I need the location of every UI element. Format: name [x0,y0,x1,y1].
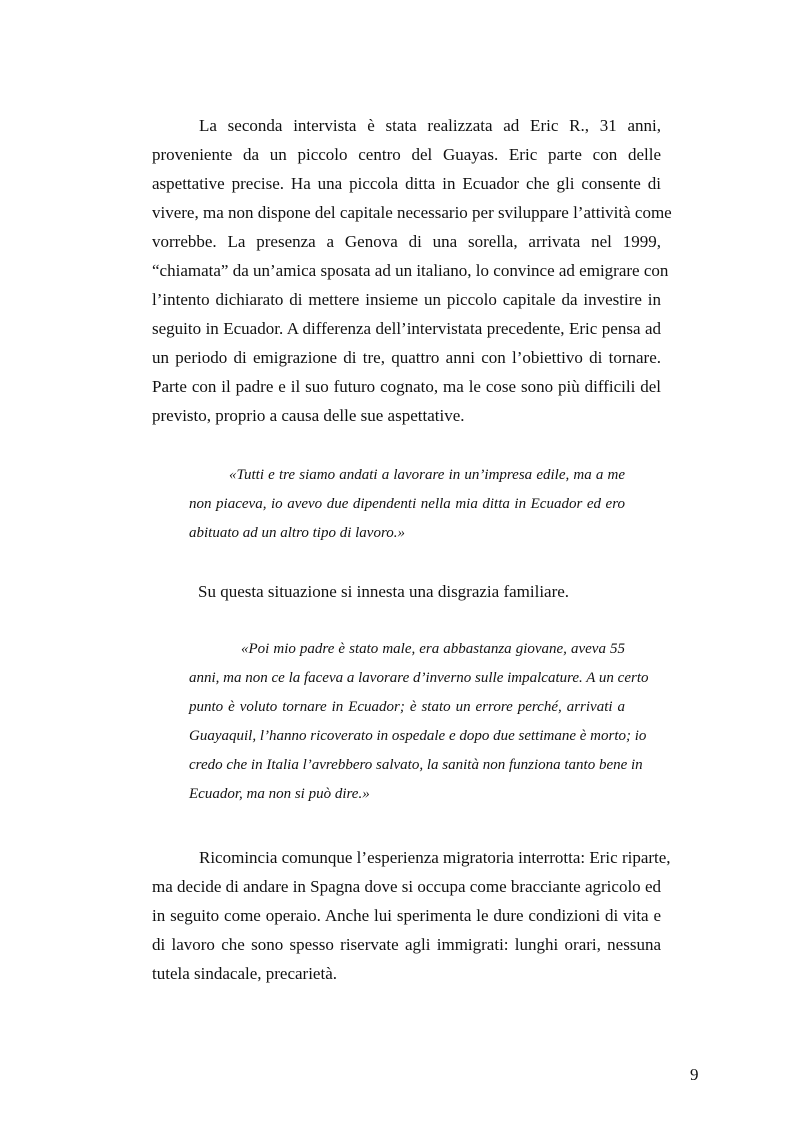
text-line: Parte con il padre e il suo futuro cognato, ma le cose sono più difficili del [152,377,661,396]
text-line: vivere, ma non dispone del capitale necessario per sviluppare l’attività come [152,203,672,222]
text-line: l’intento dichiarato di mettere insieme un piccolo capitale da investire in [152,290,661,309]
quote-line: Ecuador, ma non si può dire.» [189,786,370,802]
transition-sentence: Su questa situazione si innesta una disgrazia familiare. [198,582,570,601]
quote-line: «Tutti e tre siamo andati a lavorare in un’impresa edile, ma a me [229,467,625,483]
text-line: di lavoro che sono spesso riservate agli immigrati: lunghi orari, nessuna [152,935,661,954]
quote-line: abituato ad un altro tipo di lavoro.» [189,525,405,541]
text-line: un periodo di emigrazione di tre, quattro anni con l’obiettivo di tornare. [152,348,661,367]
blockquote-father-illness [189,635,649,809]
quote-line: «Poi mio padre è stato male, era abbastanza giovane, aveva 55 [241,641,625,657]
text-line: previsto, proprio a causa delle sue aspettative. [152,406,465,425]
blockquote-work-experience [189,461,625,548]
paragraph-spain-migration [152,843,671,988]
text-line: vorrebbe. La presenza a Genova di una sorella, arrivata nel 1999, [152,232,661,251]
paragraph-interview-intro [152,111,672,430]
page-number: 9 [690,1065,699,1084]
quote-line: punto è voluto tornare in Ecuador; è stato un errore perché, arrivati a [189,699,625,715]
text-line: “chiamata” da un’amica sposata ad un italiano, lo convince ad emigrare con [152,261,669,280]
quote-line: non piaceva, io avevo due dipendenti nella mia ditta in Ecuador ed ero [189,496,625,512]
quote-line: credo che in Italia l’avrebbero salvato, la sanità non funziona tanto bene in [189,757,643,773]
text-line: proveniente da un piccolo centro del Guayas. Eric parte con delle [152,145,661,164]
text-line: tutela sindacale, precarietà. [152,964,337,983]
text-line: Ricomincia comunque l’esperienza migratoria interrotta: Eric riparte, [199,848,671,867]
text-line: aspettative precise. Ha una piccola ditta in Ecuador che gli consente di [152,174,661,193]
quote-line: Guayaquil, l’hanno ricoverato in ospedale e dopo due settimane è morto; io [189,728,647,744]
text-line: ma decide di andare in Spagna dove si occupa come bracciante agricolo ed [152,877,661,896]
text-line: La seconda intervista è stata realizzata ad Eric R., 31 anni, [199,116,661,135]
text-line: in seguito come operaio. Anche lui sperimenta le dure condizioni di vita e [152,906,661,925]
quote-line: anni, ma non ce la faceva a lavorare d’inverno sulle impalcature. A un certo [189,670,649,686]
text-line: seguito in Ecuador. A differenza dell’intervistata precedente, Eric pensa ad [152,319,661,338]
